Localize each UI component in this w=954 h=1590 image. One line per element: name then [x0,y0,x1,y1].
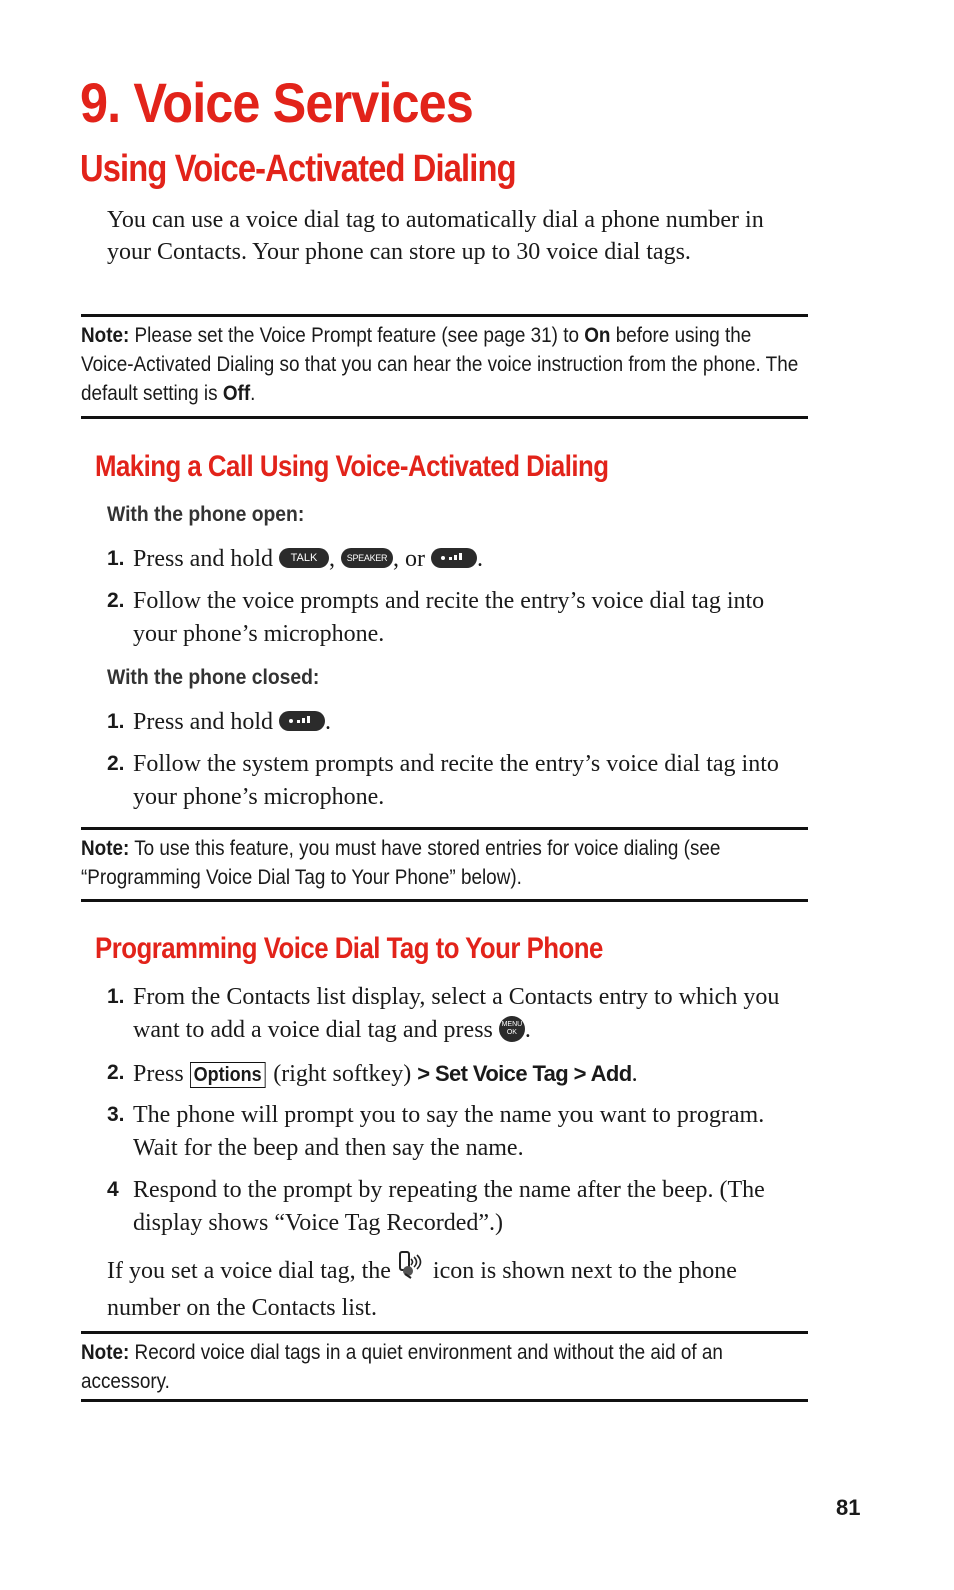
separator: , or [393,546,431,572]
note-quiet-environment [81,1331,808,1402]
note-voice-prompt [81,314,808,419]
talk-key-icon: TALK [279,548,329,568]
separator: , [329,546,341,572]
note-text: before using the Voice-Activated Dialing so that you can hear the voice instruction from the phone. The default setting is [81,324,799,405]
open-step-1 [107,543,807,576]
program-step-4 [107,1174,807,1240]
closed-step-2 [107,748,807,814]
note-setting-on: On [584,324,611,347]
paragraph-text: icon is shown next to the phone number on the Contacts list. [107,1258,737,1321]
step-text: Press [133,1061,190,1087]
step-number: 3. [107,1103,125,1126]
step-text: Follow the voice prompts and recite the entry’s voice dial tag into your phone’s microphone. [133,588,765,647]
program-step-1 [107,981,807,1047]
step-text: Follow the system prompts and recite the entry’s voice dial tag into your phone’s microphone. [133,751,779,810]
note-label: Note: [81,837,130,860]
step-text: (right softkey) [267,1061,418,1087]
menu-key-label: MENU [501,1021,523,1029]
open-step-2 [107,585,807,651]
step-number: 2. [107,589,125,612]
step-end: . [477,546,483,572]
step-number: 4 [107,1178,119,1201]
menu-ok-key-icon [499,1016,525,1042]
making-call-heading: Making a Call Using Voice-Activated Dialing [95,450,609,483]
step-text: The phone will prompt you to say the name you want to program. Wait for the beep and then say the name. [133,1102,765,1161]
note-text: Record voice dial tags in a quiet environment and without the aid of an accessory. [81,1341,723,1393]
step-end: . [325,709,331,735]
step-number: 1. [107,547,125,570]
note-text: . [250,382,256,405]
program-step-3 [107,1099,807,1165]
step-number: 1. [107,710,125,733]
note-setting-off: Off [222,382,251,405]
phone-open-label: With the phone open: [107,503,305,526]
side-voice-key-icon [431,548,477,568]
side-voice-key-icon [279,711,325,731]
note-text: To use this feature, you must have stored entries for voice dialing (see “Programming Voice Dial Tag to Your Phone” below). [81,837,721,889]
intro-paragraph: You can use a voice dial tag to automatically dial a phone number in your Contacts. Your phone can store up to 30 voice dial tags. [107,207,764,265]
step-text: From the Contacts list display, select a Contacts entry to which you want to add a voice dial tag and press [133,984,780,1043]
step-text: Respond to the prompt by repeating the name after the beep. (The display shows “Voice Tag Recorded”.) [133,1177,765,1236]
paragraph-text: If you set a voice dial tag, the [107,1258,397,1285]
step-end: . [524,1017,531,1043]
voice-tag-icon-paragraph [107,1253,807,1324]
closed-step-1 [107,706,807,739]
step-number: 2. [107,752,125,775]
program-step-2 [107,1057,807,1091]
voice-tag-icon [397,1250,427,1289]
page-number: 81 [836,1495,861,1520]
note-label: Note: [81,324,130,347]
step-text: Press and hold [133,709,279,735]
menu-path: > Set Voice Tag > Add [417,1061,632,1086]
step-number: 2. [107,1061,125,1084]
note-label: Note: [81,1341,130,1364]
step-text: Press and hold [133,546,279,572]
ok-key-label: OK [506,1029,517,1037]
phone-closed-label: With the phone closed: [107,666,320,689]
step-end: . [631,1061,638,1087]
section-title: Using Voice-Activated Dialing [80,148,516,190]
programming-heading: Programming Voice Dial Tag to Your Phone [95,932,603,965]
chapter-title: 9. Voice Services [80,71,473,134]
options-softkey: Options [190,1062,265,1088]
speaker-key-icon: SPEAKER [341,548,393,568]
step-number: 1. [107,985,125,1008]
note-stored-entries [81,827,808,902]
note-text: Please set the Voice Prompt feature (see page 31) to [129,324,585,347]
